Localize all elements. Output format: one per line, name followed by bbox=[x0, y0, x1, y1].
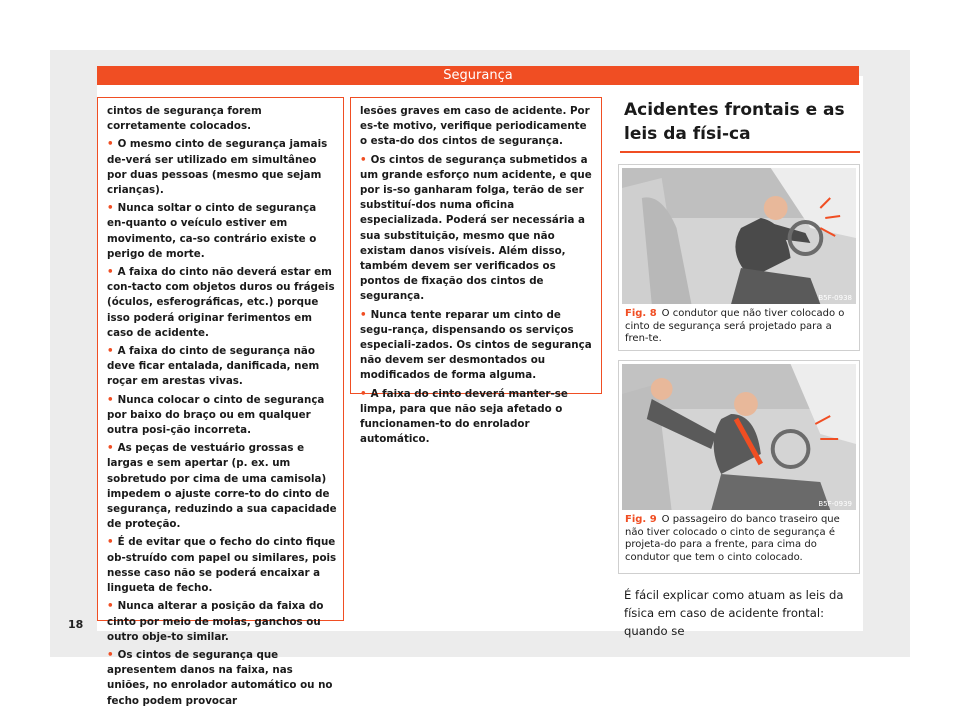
warning-paragraph bbox=[107, 441, 337, 532]
warning-paragraph bbox=[107, 265, 337, 341]
warning-text: lesões graves em caso de acidente. Por es-te motivo, verifique periodicamente o esta-do dos cintos de segurança. bbox=[360, 105, 590, 148]
warning-paragraph bbox=[360, 153, 595, 305]
figure-8 bbox=[618, 164, 860, 351]
bullet-icon: • bbox=[107, 345, 114, 358]
warning-paragraph bbox=[107, 344, 337, 390]
warning-paragraph bbox=[360, 308, 595, 384]
bullet-icon: • bbox=[107, 648, 114, 661]
bullet-icon: • bbox=[107, 266, 114, 279]
bullet-icon: • bbox=[107, 600, 114, 613]
warning-text: Os cintos de segurança que apresentem danos na faixa, nas uniões, no enrolador automático ou no fecho podem provocar bbox=[107, 648, 333, 707]
warning-text: As peças de vestuário grossas e largas e sem apertar (p. ex. um sobretudo por cima de uma camisola) impedem o ajuste corre-to do cinto de segurança, reduzindo a sua capacidade de proteção. bbox=[107, 442, 337, 531]
warning-paragraph bbox=[107, 648, 337, 709]
warning-text: A faixa do cinto não deverá estar em con-tacto com objetos duros ou frágeis (óculos, esferográficas, etc.) porque isso poderá originar ferimentos em caso de acidente. bbox=[107, 266, 335, 339]
bullet-icon: • bbox=[107, 442, 114, 455]
bullet-icon: • bbox=[107, 138, 114, 151]
figure-8-code: B5F-0938 bbox=[818, 294, 852, 302]
figure-9-caption bbox=[625, 514, 853, 564]
warning-paragraph bbox=[107, 201, 337, 262]
passenger-crash-illustration bbox=[622, 364, 856, 510]
warning-paragraph bbox=[107, 599, 337, 645]
warning-text: A faixa do cinto deverá manter-se limpa, para que não seja afetado o funcionamen-to do enrolador automático. bbox=[360, 387, 568, 446]
figure-9-code: B5F-0939 bbox=[818, 500, 852, 508]
figure-8-caption bbox=[625, 308, 853, 346]
bullet-icon: • bbox=[107, 536, 114, 549]
warning-paragraph bbox=[360, 104, 595, 150]
warning-paragraph bbox=[360, 387, 595, 448]
warning-text: Nunca alterar a posição da faixa do cinto por meio de molas, ganchos ou outro obje-to similar. bbox=[107, 600, 324, 643]
warning-paragraph bbox=[107, 104, 337, 134]
driver-crash-illustration bbox=[622, 168, 856, 304]
page-number: 18 bbox=[68, 618, 84, 631]
chapter-header: Segurança bbox=[97, 66, 859, 85]
warning-box-right bbox=[350, 97, 602, 446]
title-underline bbox=[620, 151, 860, 153]
warning-paragraph bbox=[107, 137, 337, 198]
figure-8-label: Fig. 8 bbox=[625, 308, 657, 319]
bullet-icon: • bbox=[360, 387, 367, 400]
warning-text: Os cintos de segurança submetidos a um grande esforço num acidente, e que por is-so ganharam folga, terão de ser substituí-dos numa oficina especializada. Poderá ser necessária a sua substituição, mesmo que não existam danos visíveis. Além disso, também devem ser verificados os pontos de fixação dos cintos de segurança. bbox=[360, 153, 592, 303]
warning-paragraph bbox=[107, 535, 337, 596]
warning-text: cintos de segurança forem corretamente colocados. bbox=[107, 105, 262, 133]
figure-9 bbox=[618, 360, 860, 574]
figure-9-caption-text: O passageiro do banco traseiro que não tiver colocado o cinto de segurança é projeta-do para a frente, para cima do condutor que tem o cinto colocado. bbox=[625, 514, 840, 563]
warning-box-left bbox=[97, 97, 344, 707]
bullet-icon: • bbox=[360, 153, 367, 166]
bullet-icon: • bbox=[107, 202, 114, 215]
bullet-icon: • bbox=[360, 308, 367, 321]
warning-text: Nunca colocar o cinto de segurança por baixo do braço ou em qualquer outra posi-ção incorreta. bbox=[107, 393, 325, 437]
figure-8-illustration bbox=[622, 168, 856, 304]
warning-text: Nunca soltar o cinto de segurança en-quanto o veículo estiver em movimento, ca-so contrário existe o perigo de morte. bbox=[107, 202, 317, 260]
warning-text: É de evitar que o fecho do cinto fique ob-struído com papel ou similares, pois nesse caso não se poderá encaixar a lingueta de fecho. bbox=[107, 536, 337, 595]
warning-text: O mesmo cinto de segurança jamais de-verá ser utilizado em simultâneo por duas pessoas (mesmo que sejam crianças). bbox=[107, 138, 328, 197]
bullet-icon: • bbox=[107, 393, 114, 406]
section-title: Acidentes frontais e as leis da físi-ca bbox=[624, 100, 845, 144]
figure-9-label: Fig. 9 bbox=[625, 514, 657, 525]
warning-paragraph bbox=[107, 393, 337, 439]
figure-8-caption-text: O condutor que não tiver colocado o cinto de segurança será projetado para a fren-te. bbox=[625, 308, 845, 344]
warning-text: A faixa do cinto de segurança não deve ficar entalada, danificada, nem roçar em arestas vivas. bbox=[107, 345, 320, 388]
warning-text: Nunca tente reparar um cinto de segu-rança, dispensando os serviços especiali-zados. Os cintos de segurança não devem ser desmontados ou modificados de forma alguma. bbox=[360, 308, 592, 382]
body-paragraph: É fácil explicar como atuam as leis da física em caso de acidente frontal: quando se bbox=[624, 588, 844, 638]
figure-9-illustration bbox=[622, 364, 856, 510]
